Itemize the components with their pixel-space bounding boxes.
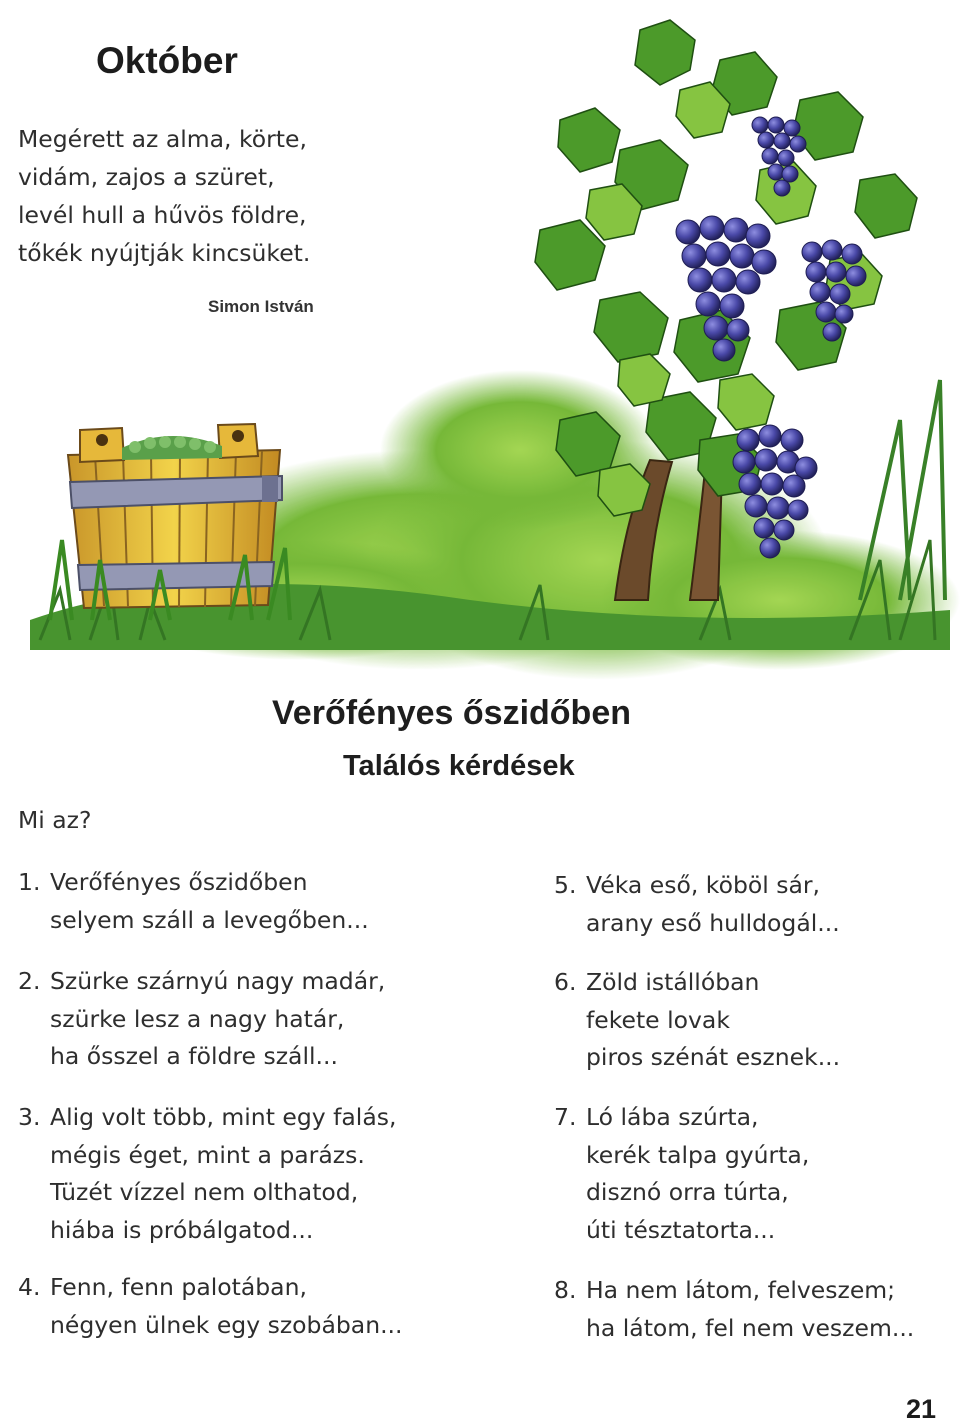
riddle-number: 8. [554,1276,577,1304]
riddle-line: selyem száll a levegőben... [50,905,369,934]
poem-line: tőkék nyújtják kincsüket. [18,239,311,267]
poem-line: vidám, zajos a szüret, [18,163,275,191]
page-number: 21 [906,1394,937,1424]
section-title: Verőfényes őszidőben [272,694,631,732]
riddle-number: 7. [554,1103,577,1131]
riddle-line: Ha nem látom, felveszem; [586,1276,896,1304]
riddle-5 [554,867,840,942]
riddle-line: Tüzét vízzel nem olthatod, [50,1178,359,1206]
riddle-7 [554,1099,809,1249]
poem-line: Megérett az alma, körte, [18,125,307,153]
riddle-number: 1. [18,868,41,896]
riddle-2 [18,963,385,1076]
riddle-line: Fenn, fenn palotában, [50,1273,307,1301]
riddle-line: mégis éget, mint a parázs. [50,1140,365,1169]
riddle-line: úti tésztatorta... [586,1215,776,1244]
riddle-number: 6. [554,968,577,996]
riddle-line: szürke lesz a nagy határ, [50,1004,345,1033]
riddle-number: 5. [554,871,577,899]
riddle-1 [18,864,369,939]
riddle-line: piros szénát esznek... [586,1043,841,1071]
riddle-line: Verőfényes őszidőben [50,868,308,896]
riddle-line: Alig volt több, mint egy falás, [50,1103,397,1131]
riddle-4 [18,1269,403,1344]
riddle-line: Véka eső, köböl sár, [586,871,821,899]
riddle-prompt: Mi az? [18,806,92,834]
riddle-number: 4. [18,1273,41,1301]
riddle-number: 2. [18,967,41,995]
riddle-line: arany eső hulldogál... [586,908,840,937]
riddle-line: kerék talpa gyúrta, [586,1140,810,1169]
riddle-line: ha látom, fel nem veszem... [586,1313,915,1342]
riddle-8 [554,1272,914,1347]
vineyard-illustration [0,0,960,680]
riddle-line: Szürke szárnyú nagy madár, [50,967,386,995]
section-subtitle: Találós kérdések [343,750,575,782]
riddle-line: disznó orra túrta, [586,1178,789,1206]
riddle-line: fekete lovak [586,1005,730,1034]
riddle-line: Ló lába szúrta, [586,1103,759,1131]
wooden-barrel [50,424,290,620]
riddle-number: 3. [18,1103,41,1131]
poem-author: Simon István [208,297,314,316]
poem-title: Október [96,40,238,81]
riddle-line: hiába is próbálgatod... [50,1215,314,1244]
poem-body [18,120,310,272]
riddle-6 [554,964,840,1077]
riddle-line: Zöld istállóban [586,968,760,996]
riddle-line: négyen ülnek egy szobában... [50,1310,403,1339]
riddle-line: ha ősszel a földre száll... [50,1042,338,1070]
riddle-3 [18,1099,396,1249]
poem-line: levél hull a hűvös földre, [18,201,307,229]
